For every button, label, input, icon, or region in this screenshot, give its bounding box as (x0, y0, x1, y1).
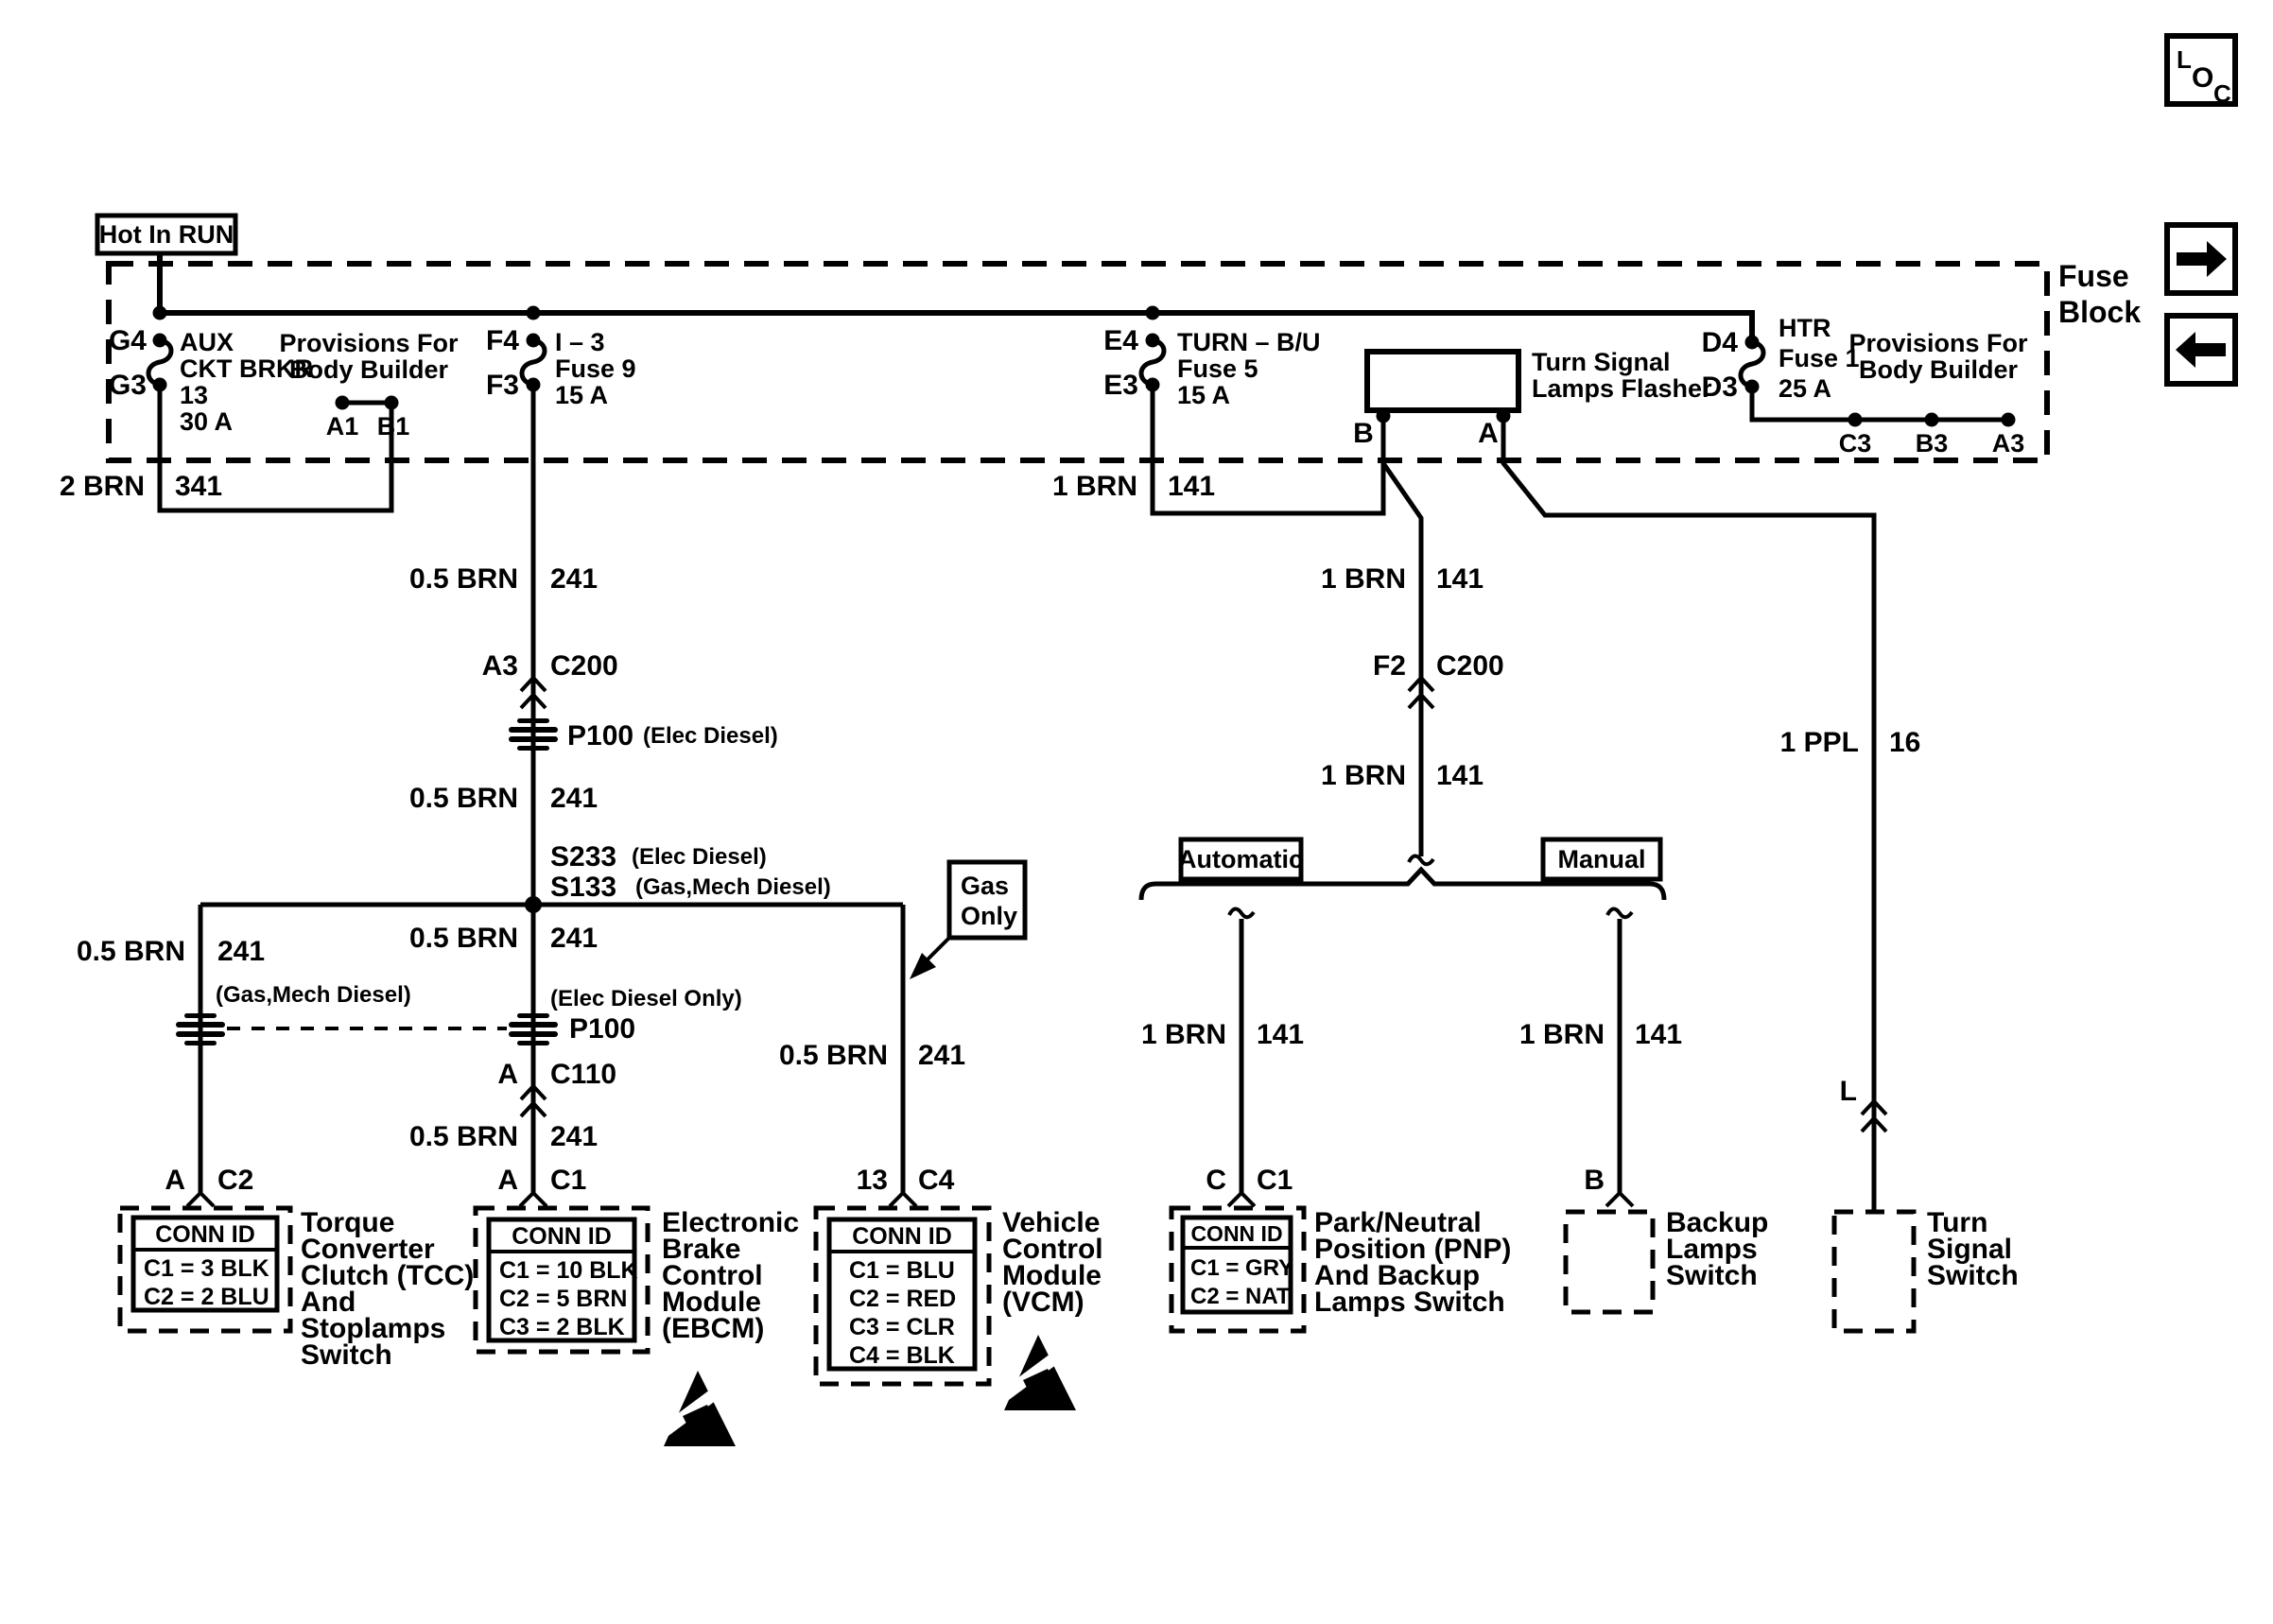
wire-start-squiggle (1607, 908, 1632, 917)
splice-s133: S133 (550, 872, 617, 903)
wire-16-circuit: 16 (1889, 727, 1921, 758)
provisions-left-line2: Body Builder (288, 355, 449, 384)
wire-141-gauge: 1 BRN (1140, 1019, 1226, 1050)
tcc-name-line: And (301, 1287, 356, 1318)
nav-arrow-next (2167, 225, 2235, 293)
fuse9-label-2: Fuse 9 (555, 354, 636, 383)
wire-start-squiggle (1229, 908, 1254, 917)
ebcm-name-line: Brake (662, 1234, 741, 1265)
bus-junction-dot (1146, 306, 1160, 320)
connector-pin-a: A (497, 1059, 518, 1090)
breaker-label-4: 30 A (180, 407, 234, 436)
connector-pin-c: C (1206, 1165, 1226, 1196)
terminal-connector-icon (1606, 1193, 1633, 1206)
fuse1-label-2: Fuse 1 (1778, 344, 1860, 372)
nav-arrow-prev (2167, 316, 2235, 384)
loc-letter-l: L (2177, 45, 2192, 74)
pnp-name-line: Park/Neutral (1314, 1207, 1482, 1238)
wire-141-gauge: 1 BRN (1051, 471, 1137, 502)
turn-signal-name-line: Switch (1927, 1260, 2019, 1291)
splice-s233: S233 (550, 841, 617, 872)
terminal-d3: D3 (1701, 371, 1738, 403)
terminal-a: A (1478, 418, 1499, 449)
ebcm-name-line: Control (662, 1260, 763, 1291)
fuse9 (486, 325, 636, 409)
terminal-a1: A1 (325, 412, 359, 441)
tcc-name-line: Torque (301, 1207, 395, 1238)
wire-241-gauge: 0.5 BRN (778, 1040, 888, 1071)
terminal-e4: E4 (1103, 325, 1138, 356)
splice-s233-qual: (Elec Diesel) (632, 844, 767, 870)
tcc-name-line: Converter (301, 1234, 435, 1265)
breaker-label-1: AUX (180, 328, 234, 356)
loc-letter-c: C (2213, 79, 2231, 108)
flasher-box (1367, 352, 1518, 410)
connector-id-c110: C110 (550, 1059, 617, 1090)
backup-name-line: Lamps (1666, 1234, 1758, 1265)
automatic-option (1178, 839, 1303, 879)
connector-pin-a: A (165, 1165, 185, 1196)
terminal-f3: F3 (485, 370, 519, 401)
esd-sensitive-icon (662, 1371, 736, 1446)
wire-141-circuit: 141 (1635, 1019, 1683, 1050)
terminal-e3: E3 (1103, 370, 1138, 401)
fuse5-label-2: Fuse 5 (1177, 354, 1258, 383)
provisions-right-line2: Body Builder (1858, 355, 2019, 384)
ebcm-conn-row: C3 = 2 BLK (499, 1314, 625, 1340)
connector-pin-a: A (497, 1165, 518, 1196)
ebcm-conn-header: CONN ID (512, 1223, 612, 1250)
tcc-conn-row: C1 = 3 BLK (144, 1255, 269, 1282)
connector-pin-13: 13 (856, 1165, 888, 1196)
fuse5-label-3: 15 A (1177, 381, 1231, 409)
turn-signal-dashed-box (1834, 1212, 1914, 1331)
terminal-connector-icon (187, 1193, 214, 1206)
fuse5-label-1: TURN – B/U (1177, 328, 1321, 356)
wire-341-circuit: 341 (175, 471, 223, 502)
vcm-conn-row: C1 = BLU (849, 1257, 955, 1284)
vcm-conn-header: CONN ID (852, 1223, 952, 1250)
loc-reference-box (2167, 36, 2235, 108)
flasher-label-1: Turn Signal (1532, 348, 1671, 376)
fuse9-label-1: I – 3 (555, 328, 605, 356)
terminal-connector-icon (890, 1193, 916, 1206)
turn-signal-name-line: Signal (1927, 1234, 2013, 1265)
wire-241-circuit: 241 (217, 936, 266, 967)
pnp-conn-row: C2 = NAT (1190, 1284, 1291, 1309)
connector-id-c200: C200 (1436, 650, 1504, 682)
wire-241-gauge: 0.5 BRN (408, 563, 518, 595)
terminal-connector-icon (520, 1193, 547, 1206)
breaker-label-2: CKT BRKR (180, 354, 313, 383)
wire-141-circuit: 141 (1168, 471, 1216, 502)
left-branch-qual: (Gas,Mech Diesel) (216, 982, 411, 1008)
terminal-connector-icon (1228, 1193, 1255, 1206)
wire-141-circuit: 141 (1436, 563, 1484, 595)
wire-241-gauge: 0.5 BRN (408, 923, 518, 954)
vcm-name-line: Module (1002, 1260, 1102, 1291)
tcc-conn-header: CONN ID (155, 1221, 255, 1248)
terminal-c3: C3 (1838, 429, 1872, 458)
gas-only-callout (910, 862, 1025, 979)
wire-241-gauge: 0.5 BRN (408, 783, 518, 814)
fuse1-label-3: 25 A (1778, 374, 1832, 403)
wire-241-circuit: 241 (918, 1040, 966, 1071)
gas-only-line2: Only (961, 902, 1018, 930)
splice-p100-label: P100 (567, 720, 634, 752)
wire-241-circuit: 241 (550, 923, 599, 954)
vcm-conn-row: C2 = RED (849, 1286, 957, 1312)
wire-141-gauge: 1 BRN (1320, 760, 1406, 791)
connector-pin-a3: A3 (481, 650, 518, 682)
component-tcc (120, 1207, 474, 1371)
fuse-block-label-line2: Block (2058, 295, 2142, 329)
hot-in-run-label: Hot In RUN (98, 220, 234, 249)
gas-only-line1: Gas (961, 872, 1010, 900)
fuse5 (1103, 325, 1320, 409)
manual-label: Manual (1557, 845, 1646, 873)
ebcm-conn-row: C2 = 5 BRN (499, 1286, 628, 1312)
esd-sensitive-icon (1002, 1335, 1076, 1410)
terminal-dot-b3 (1925, 413, 1939, 427)
connector-id-c2: C2 (217, 1165, 254, 1196)
connector-id-c4: C4 (918, 1165, 955, 1196)
wire-141-circuit: 141 (1436, 760, 1484, 791)
component-turn-signal-switch (1834, 1207, 2019, 1331)
terminal-dot-a3 (2002, 413, 2016, 427)
flasher-label-2: Lamps Flasher (1532, 374, 1712, 403)
breaker-label-3: 13 (180, 381, 209, 409)
provisions-left-line1: Provisions For (279, 329, 459, 357)
terminal-g3: G3 (108, 370, 147, 401)
wire-241-gauge: 0.5 BRN (408, 1121, 518, 1152)
connector-id-c200: C200 (550, 650, 618, 682)
terminal-dot-c3 (1848, 413, 1863, 427)
fuse-block-label-line1: Fuse (2058, 259, 2129, 293)
hot-in-run-flag (97, 216, 235, 253)
vcm-conn-row: C3 = CLR (849, 1314, 955, 1340)
manual-option (1543, 839, 1660, 879)
turn-signal-lamps-flasher (1353, 348, 1712, 449)
backup-dashed-box (1566, 1212, 1653, 1312)
wire-16-gauge: 1 PPL (1779, 727, 1859, 758)
bus-junction-dot (153, 306, 167, 320)
splice-s133-qual: (Gas,Mech Diesel) (635, 874, 831, 900)
terminal-g4: G4 (108, 325, 147, 356)
wire-141-gauge: 1 BRN (1518, 1019, 1605, 1050)
wire-end-squiggle (1409, 855, 1433, 864)
vcm-conn-row: C4 = BLK (849, 1342, 955, 1369)
connector-pin-f2: F2 (1372, 650, 1406, 682)
component-pnp (1171, 1207, 1511, 1331)
wire-241-gauge: 0.5 BRN (76, 936, 185, 967)
terminal-a3: A3 (1991, 429, 2025, 458)
loc-letter-o: O (2192, 62, 2214, 94)
terminal-d4: D4 (1701, 327, 1738, 358)
component-backup-switch (1566, 1207, 1768, 1312)
vcm-name-line: (VCM) (1002, 1287, 1084, 1318)
component-ebcm (476, 1207, 799, 1446)
backup-name-line: Switch (1666, 1260, 1758, 1291)
fuse9-label-3: 15 A (555, 381, 609, 409)
terminal-b3: B3 (1915, 429, 1949, 458)
ebcm-name-line: (EBCM) (662, 1313, 765, 1344)
wire-241-circuit: 241 (550, 563, 599, 595)
wire-341-gauge: 2 BRN (59, 471, 145, 502)
bus-junction-dot (527, 306, 541, 320)
splice-p100b-label: P100 (569, 1013, 636, 1045)
connector-pin-b: B (1584, 1165, 1605, 1196)
wire-141-gauge: 1 BRN (1320, 563, 1406, 595)
provisions-right-line1: Provisions For (1848, 329, 2028, 357)
ebcm-name-line: Electronic (662, 1207, 800, 1238)
terminal-dot-a1 (336, 396, 350, 410)
ebcm-conn-row: C1 = 10 BLK (499, 1257, 638, 1284)
wire-141-circuit: 141 (1257, 1019, 1305, 1050)
turn-signal-name-line: Turn (1927, 1207, 1988, 1238)
splice-p100b-qual: (Elec Diesel Only) (550, 986, 742, 1011)
fuse1-label-1: HTR (1778, 314, 1831, 342)
pnp-conn-header: CONN ID (1190, 1221, 1283, 1246)
pnp-name-line: Position (PNP) (1314, 1234, 1512, 1265)
gas-only-arrow-shaft (927, 936, 951, 960)
connector-id-c1: C1 (550, 1165, 587, 1196)
pnp-name-line: And Backup (1314, 1260, 1481, 1291)
component-vcm (816, 1207, 1103, 1410)
wire-16-turn-signal (1503, 420, 1874, 1212)
tcc-name-line: Stoplamps (301, 1313, 446, 1344)
connector-id-c1: C1 (1257, 1165, 1293, 1196)
terminal-f4: F4 (485, 325, 519, 356)
wire-241-circuit: 241 (550, 1121, 599, 1152)
wire-241-circuit: 241 (550, 783, 599, 814)
splice-p100-qual: (Elec Diesel) (643, 723, 778, 749)
ebcm-name-line: Module (662, 1287, 761, 1318)
tcc-conn-row: C2 = 2 BLU (144, 1284, 269, 1310)
automatic-label: Automatic (1177, 845, 1304, 873)
fuse1 (1702, 314, 1860, 403)
vcm-name-line: Vehicle (1002, 1207, 1101, 1238)
backup-name-line: Backup (1666, 1207, 1769, 1238)
terminal-b1: B1 (376, 412, 410, 441)
provisions-body-builder-left (279, 329, 459, 441)
tcc-name-line: Clutch (TCC) (301, 1260, 475, 1291)
terminal-b: B (1353, 418, 1374, 449)
pnp-conn-row: C1 = GRY (1190, 1255, 1294, 1281)
pnp-name-line: Lamps Switch (1314, 1287, 1505, 1318)
connector-pin-l: L (1839, 1076, 1857, 1107)
vcm-name-line: Control (1002, 1234, 1103, 1265)
tcc-name-line: Switch (301, 1339, 392, 1371)
